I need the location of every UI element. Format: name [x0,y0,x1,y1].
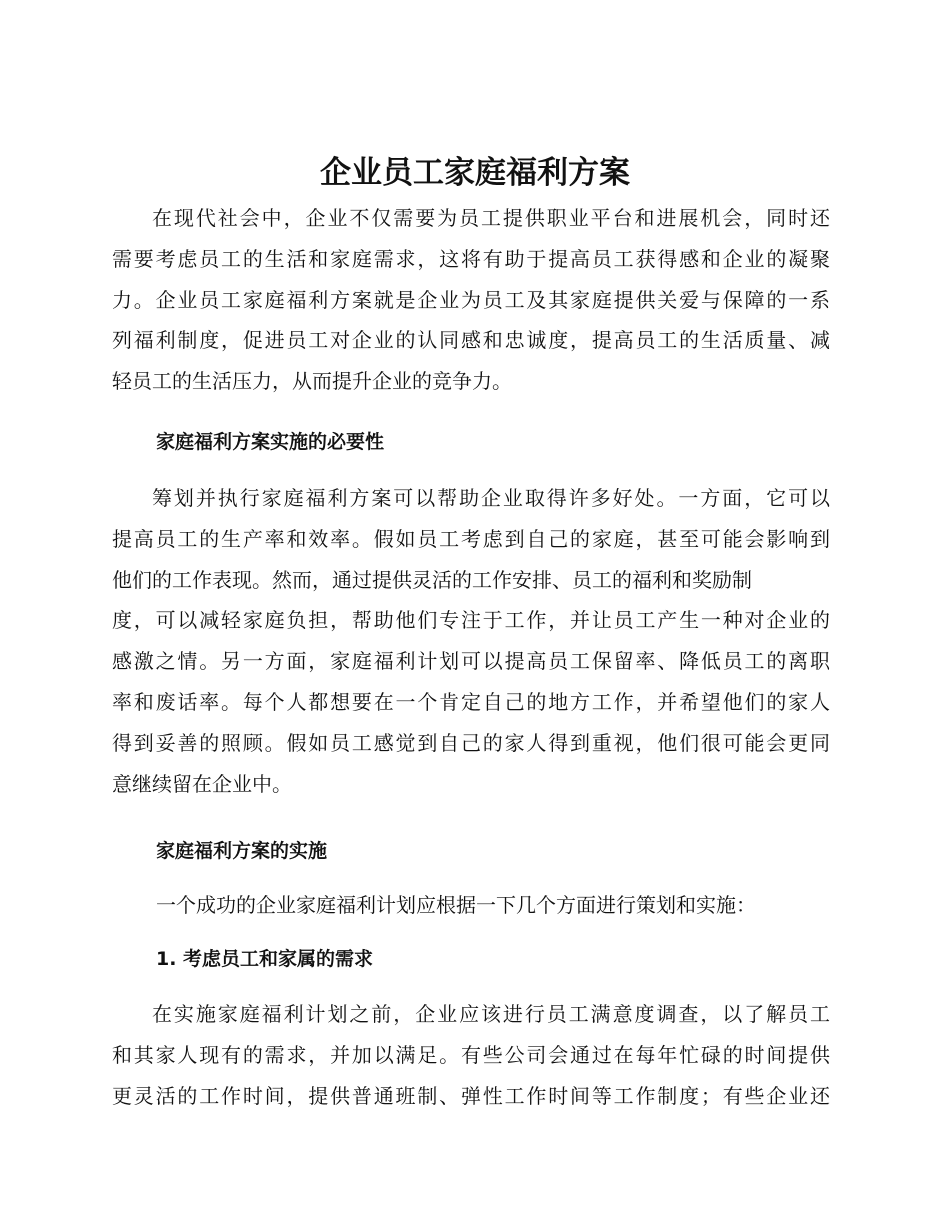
paragraph-line: 提高员工的生产率和效率。假如员工考虑到自己的家庭，甚至可能会影响到 [112,526,830,551]
implementation-intro: 一个成功的企业家庭福利计划应根据一下几个方面进行策划和实施： [156,893,756,917]
paragraph-line: 得到妥善的照顾。假如员工感觉到自己的家人得到重视，他们很可能会更同 [112,730,830,755]
paragraph-line: 率和废话率。每个人都想要在一个肯定自己的地方工作，并希望他们的家人 [112,689,830,714]
paragraph-line: 他们的工作表现。然而，通过提供灵活的工作安排、员工的福利和奖励制 [112,567,752,592]
section-heading-implementation: 家庭福利方案的实施 [156,840,328,862]
paragraph-line: 感激之情。另一方面，家庭福利计划可以提高员工保留率、降低员工的离职 [112,649,830,674]
paragraph-line: 更灵活的工作时间，提供普通班制、弹性工作时间等工作制度；有些企业还 [112,1083,830,1108]
document-title: 企业员工家庭福利方案 [320,155,630,191]
paragraph-line: 在实施家庭福利计划之前，企业应该进行员工满意度调查，以了解员工 [152,1002,830,1026]
paragraph-line: 需要考虑员工的生活和家庭需求，这将有助于提高员工获得感和企业的凝聚 [112,246,830,271]
paragraph-line: 和其家人现有的需求，并加以满足。有些公司会通过在每年忙碌的时间提供 [112,1042,830,1067]
paragraph-line: 度，可以减轻家庭负担，帮助他们专注于工作，并让员工产生一种对企业的 [112,608,830,633]
subheading-needs: 1. 考虑员工和家属的需求 [156,948,374,970]
section-heading-necessity: 家庭福利方案实施的必要性 [156,431,385,453]
paragraph-line: 列福利制度，促进员工对企业的认同感和忠诚度，提高员工的生活质量、减 [112,328,830,353]
paragraph-line: 在现代社会中，企业不仅需要为员工提供职业平台和进展机会，同时还 [152,206,830,230]
necessity-paragraph [112,478,830,804]
intro-paragraph [112,198,830,402]
paragraph-line: 力。企业员工家庭福利方案就是企业为员工及其家庭提供关爱与保障的一系 [112,287,830,312]
paragraph-line: 筹划并执行家庭福利方案可以帮助企业取得许多好处。一方面，它可以 [152,486,830,510]
paragraph-line: 轻员工的生活压力，从而提升企业的竞争力。 [112,369,512,394]
needs-paragraph [112,994,830,1116]
paragraph-line: 意继续留在企业中。 [112,771,292,796]
